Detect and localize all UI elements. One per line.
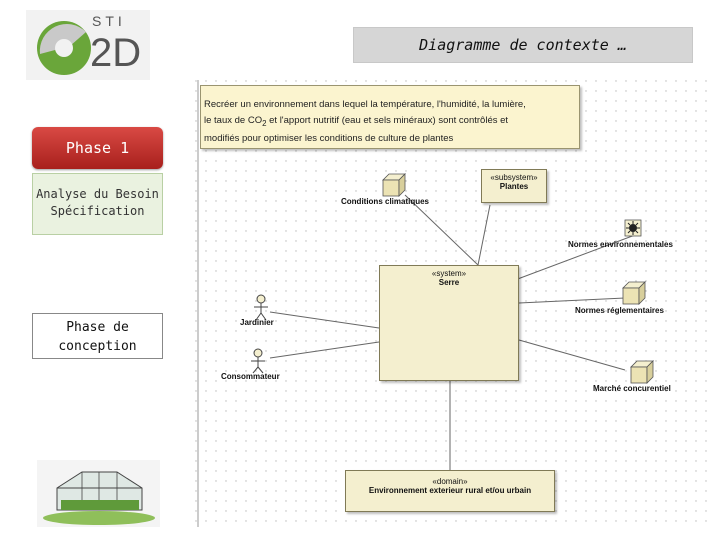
note-line2a: le taux de CO: [204, 114, 263, 126]
analyse-besoin-box[interactable]: [32, 173, 163, 235]
logo-2d-text: 2D: [90, 31, 142, 75]
normes-environnementales-label: Normes environnementales: [568, 240, 673, 249]
greenhouse-grass: [43, 511, 155, 525]
note-line1: Recréer un environnement dans lequel la température, l'humidité, la lumière,: [204, 99, 526, 110]
logo-sti-text: STI: [92, 13, 126, 29]
logo-graphic: [26, 10, 150, 80]
plantes-stereotype: «subsystem»: [490, 173, 538, 182]
context-diagram: [195, 80, 712, 527]
conception-line1: Phase de: [66, 320, 129, 335]
sti2d-logo: [26, 10, 150, 80]
greenhouse-plants: [61, 500, 139, 510]
normes-reglementaires-label: Normes réglementaires: [575, 306, 664, 315]
phase1-button[interactable]: Phase 1: [32, 127, 163, 169]
env-stereotype: «domain»: [432, 477, 468, 486]
serre-name: Serre: [438, 278, 460, 287]
serre-stereotype: «system»: [431, 269, 467, 278]
conditions-climatiques-label: Conditions climatiques: [341, 197, 430, 206]
jardinier-label: Jardinier: [240, 318, 274, 327]
requirement-note: [200, 85, 580, 149]
slide-title: Diagramme de contexte …: [353, 27, 693, 63]
note-line2b: et l'apport nutritif (eau et sels minéraux) sont contrôlés et: [266, 114, 509, 126]
note-co2-sub: 2: [262, 118, 267, 128]
serre-system[interactable]: [379, 265, 519, 381]
conception-line2: conception: [58, 339, 137, 354]
greenhouse-image: [37, 460, 160, 527]
marche-concurentiel-label: Marché concurentiel: [593, 384, 671, 393]
marche-cube-icon: [631, 361, 653, 383]
conditions-cube-icon: [383, 174, 405, 196]
note-line3: modifiés pour optimiser les conditions de culture de plantes: [204, 132, 454, 144]
sun-icon: [625, 220, 641, 236]
environnement-domain[interactable]: [345, 470, 555, 512]
plantes-subsystem[interactable]: [481, 169, 547, 203]
greenhouse-drawing: [37, 460, 160, 527]
logo-inner-circle: [55, 39, 73, 57]
env-name: Environnement exterieur rural et/ou urbain: [368, 486, 532, 495]
analyse-line2: Spécification: [50, 204, 145, 218]
normes-cube-icon: [623, 282, 645, 304]
note-line2: [204, 113, 573, 131]
plantes-name: Plantes: [499, 182, 529, 191]
analyse-line1: Analyse du Besoin: [36, 187, 159, 201]
consommateur-label: Consommateur: [221, 372, 280, 381]
phase-conception-box[interactable]: [32, 313, 163, 359]
